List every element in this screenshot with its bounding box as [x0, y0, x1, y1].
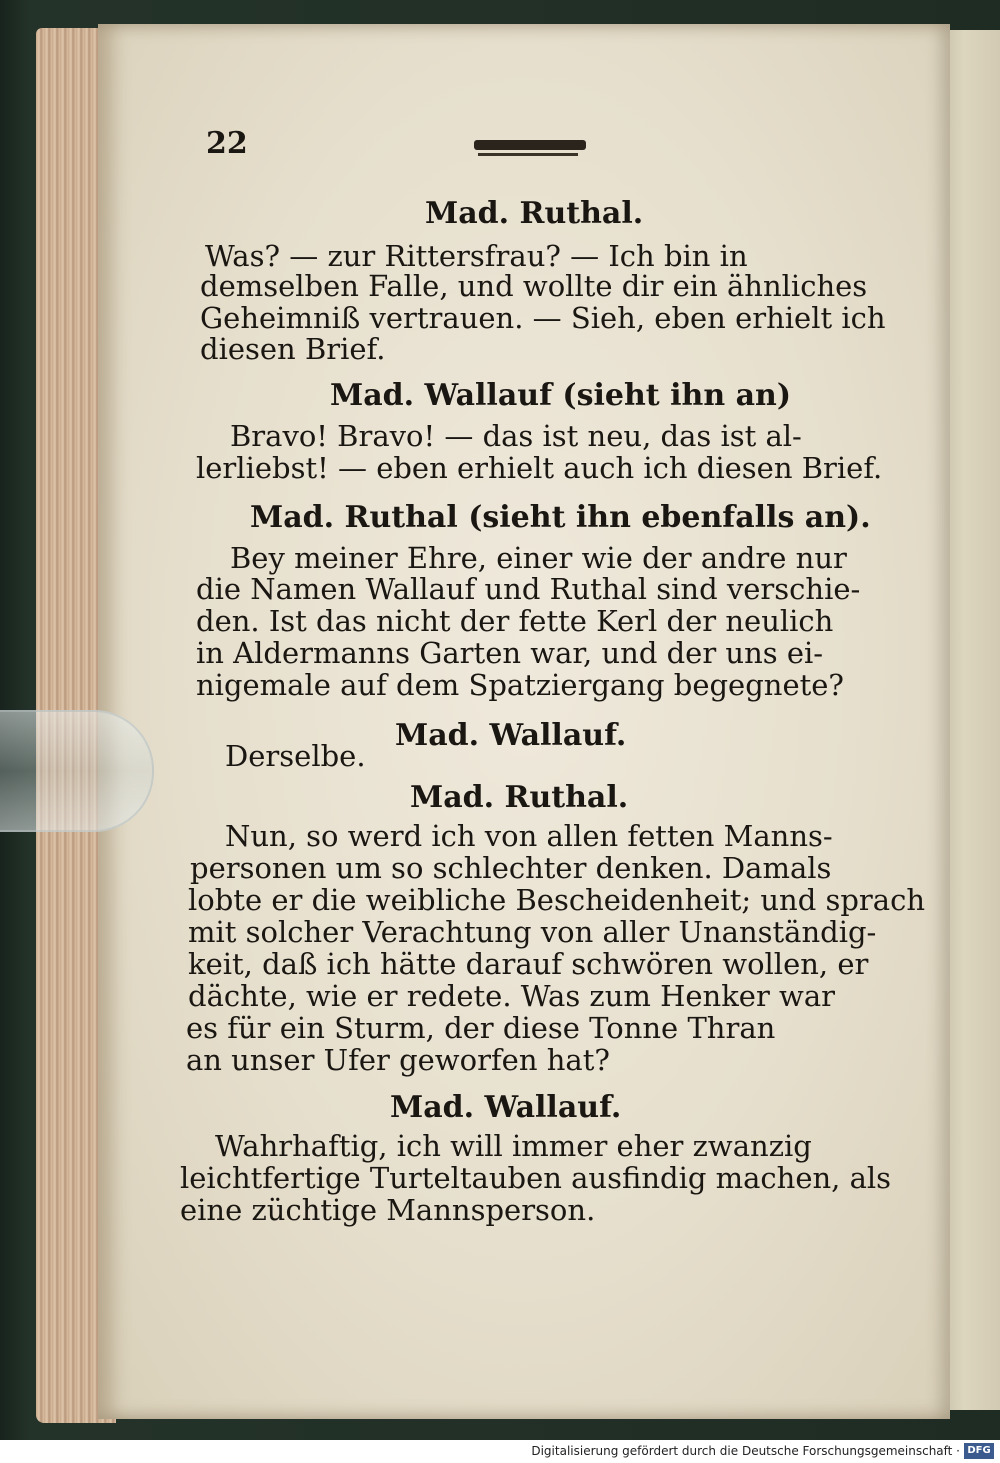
- dialogue-line: Bravo! Bravo! — das ist neu, das ist al-: [230, 419, 802, 453]
- header-rule: [474, 140, 586, 150]
- dialogue-line: diesen Brief.: [200, 332, 386, 366]
- funding-credit: Digitalisierung gefördert durch die Deutsche Forschungsgemeinschaft ·: [531, 1444, 960, 1458]
- speaker-heading: Mad. Wallauf (sieht ihn an): [330, 378, 792, 413]
- dialogue-line: den. Ist das nicht der fette Kerl der neulich: [196, 604, 834, 638]
- dfg-logo: DFG: [964, 1443, 994, 1459]
- dialogue-line: in Aldermanns Garten war, und der uns ei-: [196, 636, 824, 670]
- dialogue-line: Derselbe.: [225, 739, 366, 773]
- dialogue-line: Bey meiner Ehre, einer wie der andre nur: [230, 541, 847, 575]
- page-number: 22: [206, 126, 248, 161]
- dialogue-line: mit solcher Verachtung von aller Unanständig-: [188, 915, 877, 949]
- dialogue-line: personen um so schlechter denken. Damals: [190, 851, 832, 885]
- speaker-heading: Mad. Ruthal (sieht ihn ebenfalls an).: [250, 500, 871, 535]
- dialogue-line: lerliebst! — eben erhielt auch ich diesen Brief.: [196, 451, 883, 485]
- dialogue-line: dächte, wie er redete. Was zum Henker war: [188, 979, 836, 1013]
- dialogue-line: an unser Ufer geworfen hat?: [186, 1043, 610, 1077]
- dialogue-line: lobte er die weibliche Bescheidenheit; und sprach: [188, 883, 925, 917]
- speaker-heading: Mad. Wallauf.: [390, 1090, 622, 1125]
- footer-bar: [0, 1440, 1000, 1463]
- dialogue-line: keit, daß ich hätte darauf schwören wollen, er: [188, 947, 869, 981]
- dialogue-line: Was? — zur Rittersfrau? — Ich bin in: [205, 239, 748, 273]
- dialogue-line: nigemale auf dem Spatziergang begegnete?: [196, 668, 844, 702]
- header-rule-underline: [478, 153, 578, 156]
- page-clip: [0, 710, 154, 832]
- dialogue-line: Geheimniß vertrauen. — Sieh, eben erhielt ich: [200, 301, 886, 335]
- dialogue-line: es für ein Sturm, der diese Tonne Thran: [186, 1011, 776, 1045]
- speaker-heading: Mad. Wallauf.: [395, 718, 627, 753]
- dialogue-line: leichtfertige Turteltauben ausfindig machen, als: [180, 1161, 892, 1195]
- dialogue-line: Nun, so werd ich von allen fetten Manns-: [225, 819, 833, 853]
- dialogue-line: die Namen Wallauf und Ruthal sind verschie-: [196, 572, 861, 606]
- dialogue-line: Wahrhaftig, ich will immer eher zwanzig: [215, 1129, 812, 1163]
- dialogue-line: demselben Falle, und wollte dir ein ähnliches: [200, 269, 868, 303]
- dialogue-line: eine züchtige Mannsperson.: [180, 1193, 596, 1227]
- speaker-heading: Mad. Ruthal.: [425, 196, 644, 231]
- speaker-heading: Mad. Ruthal.: [410, 780, 629, 815]
